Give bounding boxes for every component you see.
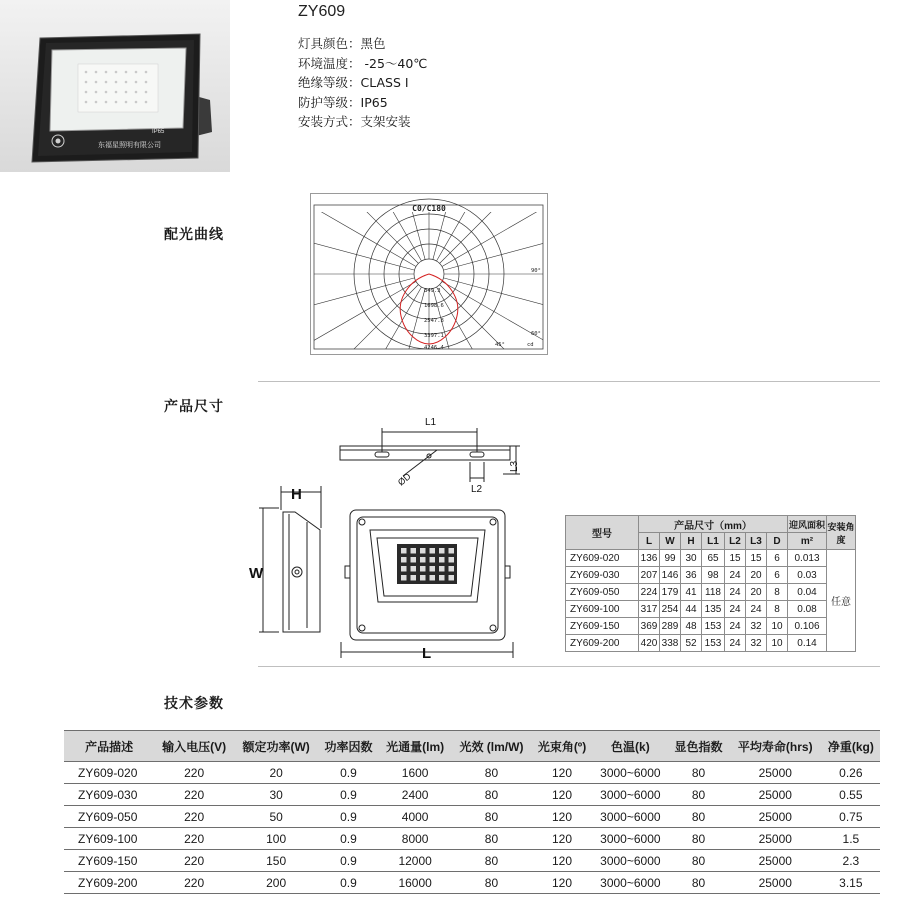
dim-cell-model: ZY609-150 [566,618,639,635]
tech-cell: 30 [234,784,318,806]
polar-unit: cd [527,342,534,348]
dim-cell: 10 [767,618,788,635]
dim-cell: 153 [702,618,725,635]
section-dimensions: 产品尺寸 [164,399,224,415]
tech-header-cell: 额定功率(W) [234,731,318,762]
dim-cell: 24 [725,618,746,635]
tech-cell: 100 [234,828,318,850]
dim-cell-model: ZY609-020 [566,550,639,567]
product-title: ZY609 [298,3,346,20]
tech-cell: 220 [154,850,234,872]
polar-angle-90: 90° [531,268,541,274]
label-d: ØD [395,471,413,488]
dim-header-area-unit: m² [788,533,827,550]
dim-cell: 8 [767,601,788,618]
tech-header-cell: 平均寿命(hrs) [729,731,822,762]
label-l: L [422,645,432,660]
spec-insulation: 绝缘等级：CLASS I [298,75,409,90]
tech-cell: 25000 [729,806,822,828]
tech-table-row [64,806,880,828]
dim-cell: 207 [639,567,660,584]
dim-cell-angle: 任意 [827,550,856,652]
dim-cell-area: 0.14 [788,635,827,652]
label-h: H [291,486,302,503]
tech-cell: 0.9 [318,784,379,806]
tech-cell: 150 [234,850,318,872]
tech-cell: 120 [531,784,592,806]
dim-cell-area: 0.08 [788,601,827,618]
tech-table-row [64,762,880,784]
tech-cell: 3.15 [822,872,880,894]
dim-cell: 24 [725,635,746,652]
tech-cell: 80 [668,784,729,806]
tech-cell: 80 [668,806,729,828]
dim-header-size: 产品尺寸（mm） [639,516,788,533]
dim-cell: 224 [639,584,660,601]
tech-cell: 120 [531,850,592,872]
spec-color: 灯具颜色：黑色 [298,36,386,51]
tech-table-row [64,828,880,850]
polar-radial-label: 849.3 [424,288,441,294]
tech-cell: 120 [531,806,592,828]
dimension-drawing [245,410,535,660]
dim-table-row [566,584,856,601]
dim-table-row [566,567,856,584]
dim-header-area: 迎风面积 [788,516,827,533]
dim-cell-model: ZY609-030 [566,567,639,584]
tech-header-cell: 产品描述 [64,731,154,762]
dim-cell: 24 [725,584,746,601]
polar-radial-label: 4246.4 [424,345,444,351]
dim-cell: 20 [746,584,767,601]
tech-cell: 3000~6000 [593,828,669,850]
spec-list [298,34,427,132]
tech-header-cell: 光束角(º) [531,731,592,762]
tech-header-cell: 显色指数 [668,731,729,762]
tech-cell: 25000 [729,828,822,850]
dim-cell-area: 0.106 [788,618,827,635]
tech-cell: 0.55 [822,784,880,806]
tech-cell: 220 [154,762,234,784]
tech-cell: 80 [451,762,531,784]
dim-subheader: L3 [746,533,767,550]
dim-cell: 99 [660,550,681,567]
dim-cell-area: 0.03 [788,567,827,584]
dim-cell: 24 [746,601,767,618]
polar-chart [311,194,547,354]
dim-cell: 15 [746,550,767,567]
polar-angle-60: 60° [531,331,541,337]
dim-cell-area: 0.04 [788,584,827,601]
photo-badge: IP65 [152,129,165,135]
tech-header-cell: 净重(kg) [822,731,880,762]
tech-cell: 12000 [379,850,452,872]
dim-cell: 41 [681,584,702,601]
dim-cell: 52 [681,635,702,652]
polar-radial-label: 2547.8 [424,318,444,324]
tech-cell: 8000 [379,828,452,850]
tech-cell: 25000 [729,762,822,784]
tech-cell: 2.3 [822,850,880,872]
spec-temperature: 环境温度： -25～40℃ [298,55,428,71]
tech-cell-model: ZY609-200 [64,872,154,894]
dim-cell: 179 [660,584,681,601]
dim-cell: 20 [746,567,767,584]
tech-cell: 3000~6000 [593,762,669,784]
polar-radial-label: 1698.6 [424,303,444,309]
tech-cell: 25000 [729,872,822,894]
dim-cell: 32 [746,635,767,652]
tech-header-cell: 功率因数 [318,731,379,762]
tech-cell: 0.9 [318,806,379,828]
dim-cell: 317 [639,601,660,618]
dim-header-model: 型号 [566,516,639,550]
label-l2: L2 [471,484,483,495]
tech-cell: 1.5 [822,828,880,850]
tech-header-cell: 光效 (lm/W) [451,731,531,762]
dim-subheader: D [767,533,788,550]
tech-cell: 50 [234,806,318,828]
tech-cell: 80 [668,828,729,850]
section-light-curve: 配光曲线 [164,227,224,243]
dim-cell: 135 [702,601,725,618]
dim-cell: 98 [702,567,725,584]
tech-cell: 80 [451,828,531,850]
dim-cell: 369 [639,618,660,635]
dim-cell: 24 [725,601,746,618]
dim-cell-model: ZY609-050 [566,584,639,601]
tech-cell: 16000 [379,872,452,894]
tech-cell: 0.9 [318,872,379,894]
dim-subheader: L2 [725,533,746,550]
floodlight-photo-icon [0,0,230,172]
tech-cell: 220 [154,784,234,806]
dim-cell-model: ZY609-200 [566,635,639,652]
product-photo [0,0,230,172]
tech-cell: 120 [531,872,592,894]
label-l1: L1 [425,417,437,428]
dim-table-row [566,618,856,635]
dim-cell: 24 [725,567,746,584]
tech-header-cell: 光通量(lm) [379,731,452,762]
section-tech-params: 技术参数 [164,696,224,712]
divider [258,666,880,667]
tech-cell: 20 [234,762,318,784]
polar-diagram [310,193,548,355]
dim-table-row [566,601,856,618]
tech-cell: 0.75 [822,806,880,828]
tech-table [64,730,880,894]
dim-cell-area: 0.013 [788,550,827,567]
tech-cell: 4000 [379,806,452,828]
tech-table-row [64,850,880,872]
dim-cell: 10 [767,635,788,652]
dimension-table [565,515,856,652]
dim-subheader: H [681,533,702,550]
divider [258,381,880,382]
polar-title: C0/C180 [412,204,446,213]
tech-cell: 220 [154,828,234,850]
spec-installation: 安装方式：支架安装 [298,114,411,129]
dim-subheader: L [639,533,660,550]
tech-cell: 80 [451,806,531,828]
tech-cell-model: ZY609-030 [64,784,154,806]
tech-header-cell: 输入电压(V) [154,731,234,762]
tech-cell: 25000 [729,850,822,872]
dim-cell: 44 [681,601,702,618]
tech-cell: 0.9 [318,850,379,872]
tech-cell: 80 [451,872,531,894]
tech-cell: 0.9 [318,762,379,784]
dim-cell: 65 [702,550,725,567]
dim-cell: 6 [767,567,788,584]
tech-cell: 80 [668,872,729,894]
label-w: W [249,565,264,582]
tech-table-row [64,872,880,894]
tech-cell-model: ZY609-020 [64,762,154,784]
tech-cell: 3000~6000 [593,850,669,872]
dim-table-row [566,550,856,567]
dim-subheader: W [660,533,681,550]
label-l3: L3 [509,460,520,472]
tech-cell: 25000 [729,784,822,806]
dim-cell: 36 [681,567,702,584]
tech-cell: 120 [531,828,592,850]
tech-cell: 220 [154,806,234,828]
dim-cell: 32 [746,618,767,635]
tech-cell: 120 [531,762,592,784]
tech-cell: 3000~6000 [593,784,669,806]
tech-cell-model: ZY609-150 [64,850,154,872]
dim-cell: 338 [660,635,681,652]
tech-cell: 220 [154,872,234,894]
dim-subheader: L1 [702,533,725,550]
dim-cell: 15 [725,550,746,567]
tech-cell: 3000~6000 [593,806,669,828]
dim-cell: 289 [660,618,681,635]
tech-cell: 3000~6000 [593,872,669,894]
tech-cell: 200 [234,872,318,894]
tech-cell: 0.26 [822,762,880,784]
spec-protection: 防护等级：IP65 [298,94,388,110]
dim-cell: 146 [660,567,681,584]
tech-cell-model: ZY609-050 [64,806,154,828]
tech-table-row [64,784,880,806]
tech-cell: 80 [451,784,531,806]
dim-cell: 420 [639,635,660,652]
dim-header-angle: 安装角度 [827,516,856,550]
dim-cell: 8 [767,584,788,601]
tech-cell: 80 [668,762,729,784]
tech-cell: 0.9 [318,828,379,850]
dim-cell: 30 [681,550,702,567]
dim-cell: 153 [702,635,725,652]
polar-angle-45: 45° [495,342,505,348]
dim-cell-model: ZY609-100 [566,601,639,618]
dim-cell: 6 [767,550,788,567]
dim-cell: 118 [702,584,725,601]
photo-brand: 东福星照明有限公司 [98,141,161,149]
tech-cell: 1600 [379,762,452,784]
dim-cell: 48 [681,618,702,635]
tech-cell: 80 [451,850,531,872]
tech-cell: 2400 [379,784,452,806]
dim-cell: 254 [660,601,681,618]
tech-header-cell: 色温(k) [593,731,669,762]
tech-cell: 80 [668,850,729,872]
polar-radial-label: 3397.1 [424,333,444,339]
tech-cell-model: ZY609-100 [64,828,154,850]
dim-cell: 136 [639,550,660,567]
dim-table-row [566,635,856,652]
